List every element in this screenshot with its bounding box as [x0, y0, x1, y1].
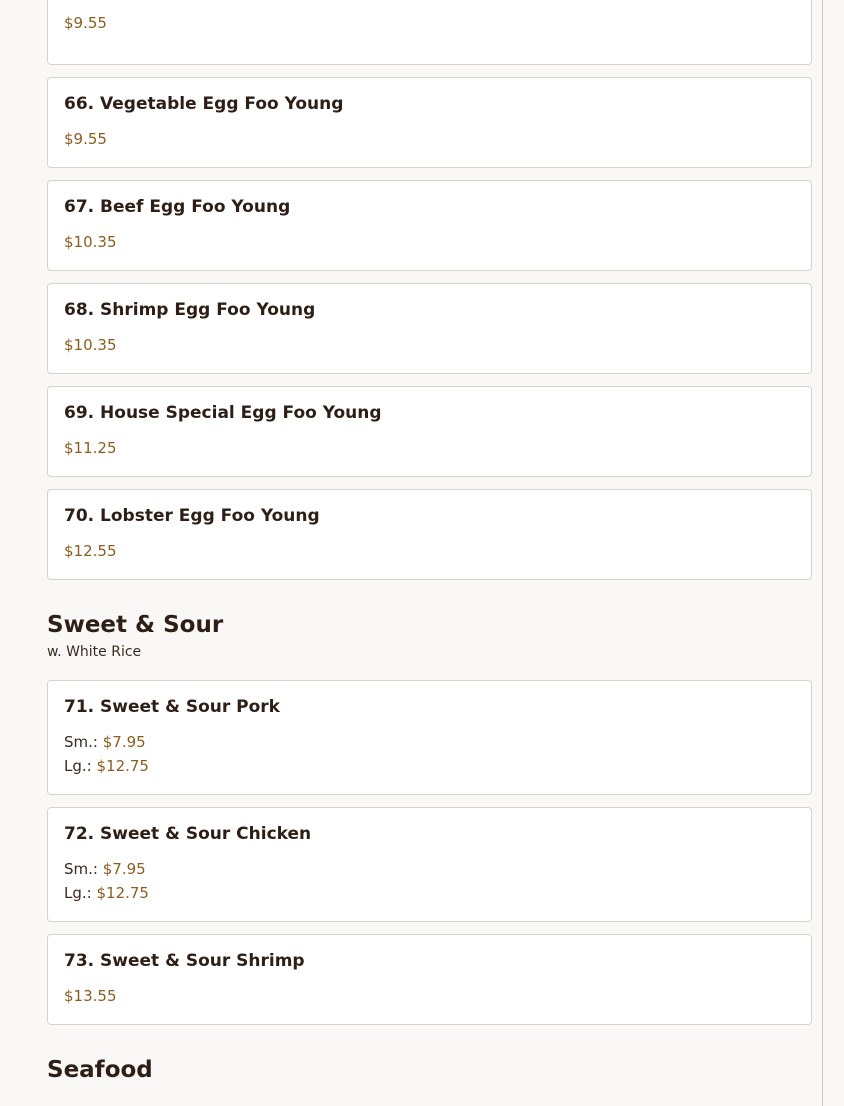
size-option-small	[64, 857, 795, 881]
item-price: $11.25	[64, 439, 117, 457]
size-option-large	[64, 754, 795, 778]
menu-item-card[interactable]	[47, 489, 812, 580]
size-label: Sm.:	[64, 860, 98, 878]
item-name: 67. Beef Egg Foo Young	[64, 197, 291, 217]
item-price: $12.75	[96, 757, 149, 775]
size-label: Sm.:	[64, 733, 98, 751]
page-edge-divider	[822, 0, 823, 1106]
menu-list	[47, 0, 812, 1086]
section-title: Seafood	[47, 1057, 153, 1083]
size-label: Lg.:	[64, 884, 92, 902]
section-header-sweet-sour	[47, 609, 812, 662]
item-price: $9.55	[64, 14, 107, 32]
menu-item-card[interactable]	[47, 934, 812, 1025]
menu-item-card[interactable]	[47, 680, 812, 795]
item-price: $13.55	[64, 987, 117, 1005]
size-option-small	[64, 730, 795, 754]
item-price: $9.55	[64, 130, 107, 148]
menu-item-card[interactable]	[47, 807, 812, 922]
item-name: 69. House Special Egg Foo Young	[64, 403, 382, 423]
menu-item-card[interactable]	[47, 0, 812, 65]
size-option-large	[64, 881, 795, 905]
menu-item-card[interactable]	[47, 180, 812, 271]
item-name: 71. Sweet & Sour Pork	[64, 697, 280, 717]
size-label: Lg.:	[64, 757, 92, 775]
item-price: $7.95	[102, 860, 146, 878]
menu-item-card[interactable]	[47, 77, 812, 168]
item-price: $12.75	[96, 884, 149, 902]
section-subtitle: w. White Rice	[47, 644, 142, 660]
menu-item-card[interactable]	[47, 386, 812, 477]
item-price: $7.95	[102, 733, 146, 751]
menu-item-card[interactable]	[47, 283, 812, 374]
item-name: 68. Shrimp Egg Foo Young	[64, 300, 316, 320]
section-header-seafood	[47, 1054, 812, 1086]
item-name: 73. Sweet & Sour Shrimp	[64, 951, 305, 971]
item-price: $12.55	[64, 542, 117, 560]
item-price: $10.35	[64, 336, 117, 354]
section-title: Sweet & Sour	[47, 612, 224, 638]
item-name: 70. Lobster Egg Foo Young	[64, 506, 320, 526]
item-name: 72. Sweet & Sour Chicken	[64, 824, 312, 844]
item-price: $10.35	[64, 233, 117, 251]
item-name: 66. Vegetable Egg Foo Young	[64, 94, 344, 114]
